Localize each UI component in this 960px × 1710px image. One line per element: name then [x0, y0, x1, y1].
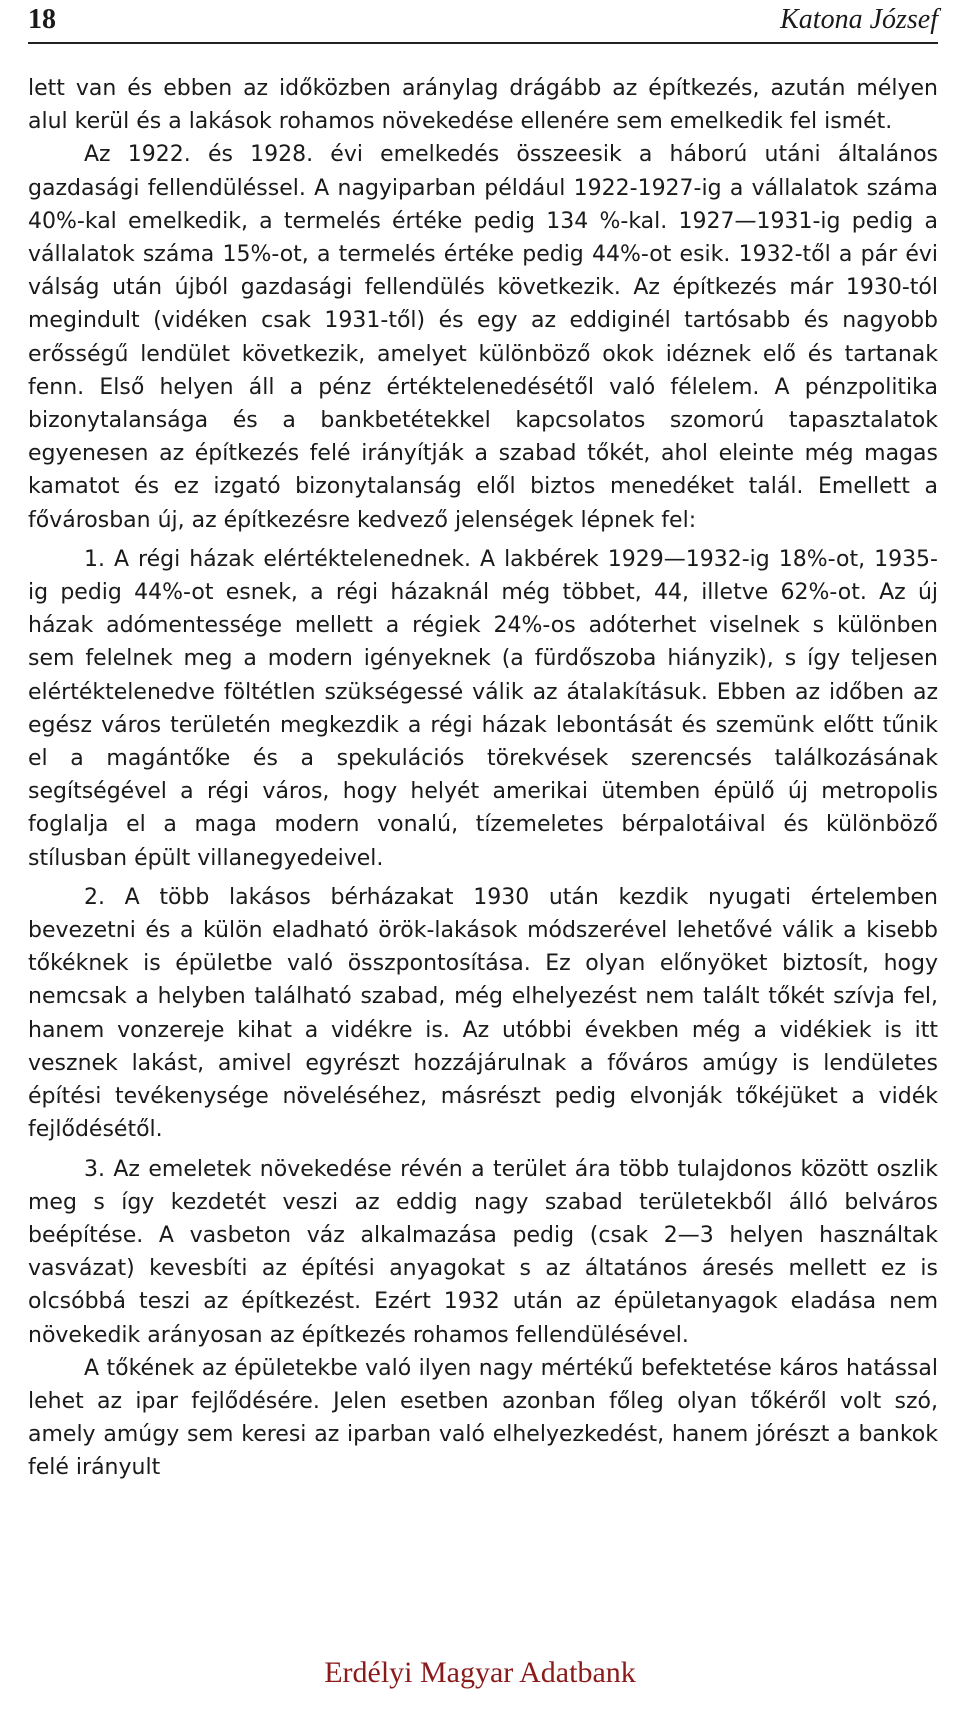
paragraph-continuation: lett van és ebben az időközben aránylag drágább az építkezés, azután mélyen alul kerül és a lakások rohamos növekedése ellenére sem emelkedik fel ismét.	[28, 76, 938, 135]
paragraph-economic-upswing: Az 1922. és 1928. évi emelkedés összeesik a háború utáni általános gazdasági fellendüléssel. A nagyiparban például 1922-1927-ig a vállalatok száma 40%-kal emelkedik, a termelés értéke pedig 134 %-kal. 1927—1931-ig pedig a vállalatok száma 15%-ot, a termelés értéke pedig 44%-ot esik. 1932-től a pár évi válság után újból gazdasági fellendülés következik. Az építkezés már 1930-tól megindult (vidéken csak 1931-től) és egy az eddiginél tartósabb és nagyobb erősségű lendület következik, amelyet különböző okok idéznek elő és tartanak fenn. Első helyen áll a pénz értéktelenedésétől való félelem. A pénzpolitika bizonytalansága és a bankbetétekkel kapcsolatos szomorú tapasztalatok egyenesen az építkezés felé irányítják a szabad tőkét, ahol eleinte még magas kamatot és ez izgató bizonytalanság elől biztos menedéket talál. Emellett a fővárosban új, az építkezésre kedvező jelenségek lépnek fel:	[28, 142, 938, 533]
paragraph-point-2: 2. A több lakásos bérházakat 1930 után kezdik nyugati értelemben bevezetni és a külön eladható örök-lakások módszerével lehetővé válik a kisebb tőkéknek is épületbe való összpontosítása. Ez olyan előnyöket biztosít, hogy nemcsak a helyben található szabad, még elhelyezést nem talált tőkét szívja fel, hanem vonzereje kihat a vidékre is. Az utóbbi években még a vidékiek is itt vesznek lakást, amivel egyrészt hozzájárulnak a főváros amúgy is lendületes építési tevékenysége növeléséhez, másrészt pedig elvonják tőkéjüket a vidék fejlődésétől.	[28, 884, 938, 1143]
page-header	[28, 2, 938, 42]
footer-source-watermark: Erdélyi Magyar Adatbank	[324, 1656, 636, 1689]
running-head-author: Katona József	[780, 4, 938, 35]
header-rule	[28, 42, 938, 44]
paragraph-point-3: 3. Az emeletek növekedése révén a terület ára több tulajdonos között oszlik meg s így kezdetét veszi az eddig nagy szabad területekből álló belváros beépítése. A vasbeton váz alkalmazása pedig (csak 2—3 helyen használtak vasvázat) kevesbíti az építési anyagokat s az áltatános áresés mellett ez is olcsóbbá teszi az építkezést. Ezért 1932 után az épületanyagok eladása nem növekedik arányosan az építkezés rohamos fellendülésével.	[28, 1156, 938, 1348]
paragraph-point-1: 1. A régi házak elértéktelenednek. A lakbérek 1929—1932-ig 18%-ot, 1935-ig pedig 44%-ot esnek, a régi házaknál még többet, 44, illetve 62%-ot. Az új házak adómentessége mellett a régiek 24%-os adóterhet viselnek s különben sem felelnek meg a modern igényeknek (a fürdőszoba hiányzik), s így teljesen elértéktelenedve föltétlen szükségessé válik az átalakításuk. Ebben az időben az egész város területén megkezdik a régi házak lebontását és szemünk előtt tűnik el a magántőke és a spekulációs törekvések szerencsés találkozásának segítségével a régi város, hogy helyét amerikai ütemben épülő új metropolis foglalja el a maga modern vonalú, tízemeletes bérpalotáival és különböző stílusban épült villanegyedeivel.	[28, 546, 938, 871]
paragraph-capital-investment: A tőkének az épületekbe való ilyen nagy mértékű befektetése káros hatással lehet az ipar fejlődésére. Jelen esetben azonban főleg olyan tőkéről volt szó, amely amúgy sem keresi az iparban való elhelyezkedést, hanem jórészt a bankok felé irányult	[28, 1355, 938, 1481]
body-text	[28, 72, 938, 1485]
page-number: 18	[28, 4, 56, 35]
